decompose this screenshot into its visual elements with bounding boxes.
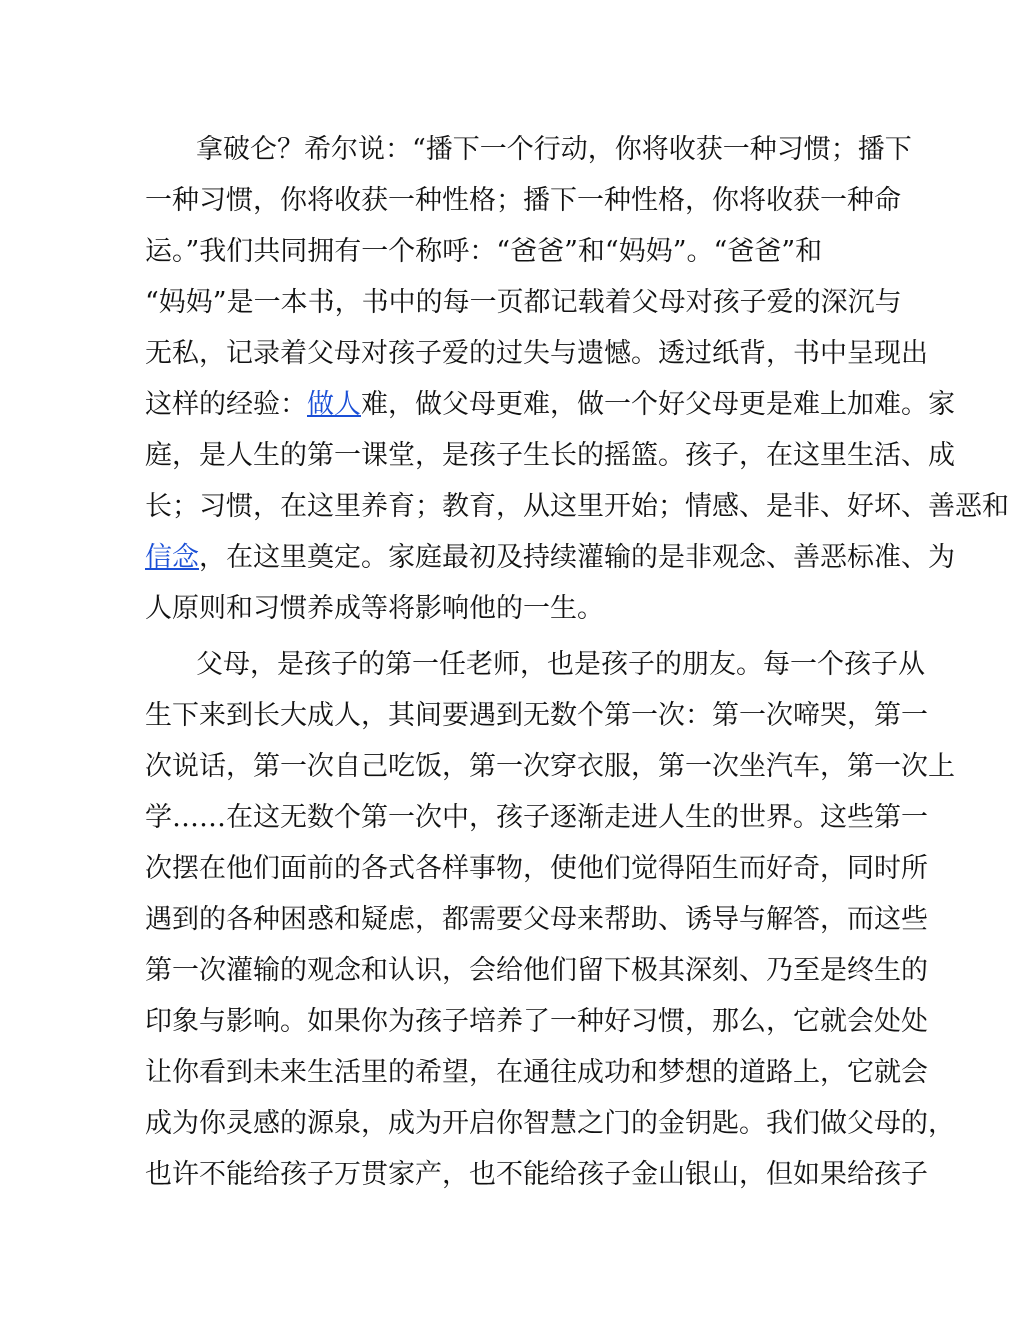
line-text: 这样的经验： — [145, 389, 307, 420]
link-xinnian[interactable]: 信念 — [145, 542, 199, 573]
line-text: 难，做父母更难，做一个好父母更是难上加难。家 — [361, 389, 955, 420]
paragraph-2-line-8: 印象与影响。如果你为孩子培养了一种好习惯，那么，它就会处处 — [145, 1006, 928, 1037]
paragraph-1-line-7: 庭，是人生的第一课堂，是孩子生长的摇篮。孩子，在这里生活、成 — [145, 440, 955, 471]
paragraph-1-line-8: 长；习惯，在这里养育；教育，从这里开始；情感、是非、好坏、善恶和 — [145, 491, 1009, 522]
paragraph-1-line-1: 拿破仑？希尔说：“播下一个行动，你将收获一种习惯；播下 — [196, 134, 912, 165]
paragraph-2-line-2: 生下来到长大成人，其间要遇到无数个第一次：第一次啼哭，第一 — [145, 700, 928, 731]
paragraph-1-line-9 — [145, 538, 955, 578]
paragraph-2-line-4: 学……在这无数个第一次中，孩子逐渐走进人生的世界。这些第一 — [145, 802, 928, 833]
paragraph-2-line-5: 次摆在他们面前的各式各样事物，使他们觉得陌生而好奇，同时所 — [145, 853, 928, 884]
paragraph-2-line-6: 遇到的各种困惑和疑虑，都需要父母来帮助、诱导与解答，而这些 — [145, 904, 928, 935]
line-text: ，在这里奠定。家庭最初及持续灌输的是非观念、善恶标准、为 — [199, 542, 955, 573]
paragraph-2-line-7: 第一次灌输的观念和认识，会给他们留下极其深刻、乃至是终生的 — [145, 955, 928, 986]
paragraph-2-line-9: 让你看到未来生活里的希望，在通往成功和梦想的道路上，它就会 — [145, 1057, 928, 1088]
paragraph-1-line-10: 人原则和习惯养成等将影响他的一生。 — [145, 593, 604, 624]
paragraph-2-line-1: 父母，是孩子的第一任老师，也是孩子的朋友。每一个孩子从 — [196, 649, 925, 680]
paragraph-2-line-10: 成为你灵感的源泉，成为开启你智慧之门的金钥匙。我们做父母的， — [145, 1108, 955, 1139]
paragraph-1-line-6 — [145, 385, 955, 425]
paragraph-1-line-5: 无私，记录着父母对孩子爱的过失与遗憾。透过纸背，书中呈现出 — [145, 338, 928, 369]
paragraph-2-line-3: 次说话，第一次自己吃饭，第一次穿衣服，第一次坐汽车，第一次上 — [145, 751, 955, 782]
paragraph-1-line-4: “妈妈”是一本书，书中的每一页都记载着父母对孩子爱的深沉与 — [145, 287, 902, 318]
link-zuoren[interactable]: 做人 — [307, 389, 361, 420]
paragraph-1-line-3: 运。”我们共同拥有一个称呼：“爸爸”和“妈妈”。“爸爸”和 — [145, 236, 823, 267]
paragraph-2-line-11: 也许不能给孩子万贯家产，也不能给孩子金山银山，但如果给孩子 — [145, 1159, 928, 1190]
paragraph-1-line-2: 一种习惯，你将收获一种性格；播下一种性格，你将收获一种命 — [145, 185, 901, 216]
